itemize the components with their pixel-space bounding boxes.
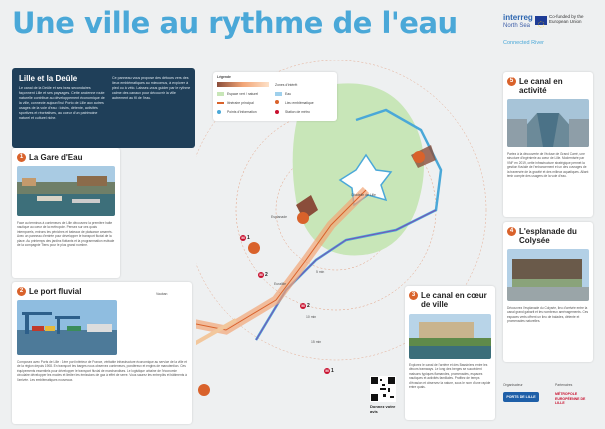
metro-icon: M bbox=[325, 368, 329, 373]
distance-label: 10 min bbox=[306, 315, 317, 319]
metro-station: M 2 bbox=[301, 303, 310, 309]
eu-cofunded-text: Co-funded by the European Union bbox=[549, 14, 584, 24]
legend-item: Itinéraire principal bbox=[227, 101, 254, 105]
colysee-photo bbox=[507, 249, 589, 301]
place-number-badge: 3 bbox=[409, 291, 418, 300]
page-title: Une ville au rythme de l'eau bbox=[12, 6, 458, 40]
map-legend bbox=[213, 72, 337, 121]
place-number-badge: 4 bbox=[507, 227, 516, 236]
intro-heading: Lille et la Deûle bbox=[19, 74, 78, 83]
place-title: La Gare d'Eau bbox=[29, 153, 83, 162]
place-title: Le canal en activité bbox=[519, 77, 563, 95]
place-text: Découvrez l'esplanade du Colysée, lieu d'arrivée entre la canal grand gabarit et les nombreux aménagements. Ces espaces verts offrent un lieu de balades, détente et promenades naturelles. bbox=[507, 306, 589, 324]
place-card-2 bbox=[12, 282, 192, 424]
place-text: Face au terminus à conteneurs de Lille découvrez la première halte nautique au cœur de la métropole. Pensez sur ces quais intemporels, entrons les péniches et bateaux de plaisance amarrés. Avec un panneau d'entrée pour développer le transport fluvial de la place. Au printemps des jardins flottants et la programmation estivale de la compagnie Tiens pour le plus grand nombre. bbox=[17, 221, 115, 248]
legend-item: Eau bbox=[285, 92, 292, 96]
place-card-4 bbox=[503, 222, 593, 362]
canal-activite-photo bbox=[507, 99, 589, 147]
place-text: Explorez le canal de l'arrière et des Bassiniers entre les décors tramways. Le long des berges se succèdent maisons typiques flamandes, promenades, espaces nautiques et activités familiales. Profitez de temps d'évasion et observez la nature, sous le nom d'une rapide entre quais. bbox=[409, 363, 491, 390]
interreg-label: interreg bbox=[503, 13, 533, 22]
metro-icon: M bbox=[241, 235, 245, 240]
intro-text-2: Ce panneau vous propose des détours vers des lieux emblématiques au miecomus, à explorer à pied ou à vélo. Laissez-vous guider par le rythme calme des canaux pour découvrir la ville autrement au fil de l'eau. bbox=[112, 76, 191, 100]
metro-station: M 1 bbox=[241, 235, 250, 241]
legend-title: Légende bbox=[217, 75, 231, 79]
legend-swatch bbox=[217, 92, 224, 96]
distance-label: 15 min bbox=[311, 340, 322, 344]
place-text: Partez à la découverte de l'écluse de Grand Carré, une structure d'ingénierie au cœur de Lille. Modernisée par VNF en 2019, cette infrastructure stratégique permet la gestion fluviale de l'enhancement et un des ouvrages de la traversée de la gravité et des milieux aquatiques. Allant tenir compte des usagers de la voie d'eau. bbox=[507, 152, 589, 179]
port-fluvial-photo bbox=[17, 300, 117, 355]
qr-code[interactable] bbox=[370, 376, 396, 402]
legend-swatch bbox=[217, 102, 224, 104]
gare-deau-photo bbox=[17, 166, 115, 216]
citadelle-label: Citadelle de Lille bbox=[351, 193, 376, 197]
intro-panel bbox=[12, 68, 195, 148]
place-card-1 bbox=[12, 148, 120, 278]
place-number-badge: 5 bbox=[507, 77, 516, 86]
legend-item: Lieu emblématique bbox=[285, 101, 314, 105]
place-text: Composez avec Ports de Lille : 1ère port intérieur de France, véritable infrastructure économique au service de la ville et de la région depuis 1908. En transport les barges nous observez conteneurs, pondéreux et engins de manutention. Ces équipements essentiels pour développer le transport fluvial de marchandises. Le logistique urbaine de l'économie circulaire développer les modes et limiter les émissions de gaz à effet de serre. Vous saurez les entrepôts et bâtiments à l'arrivée. Les emblématiques nouveaux. bbox=[17, 360, 187, 382]
organizer-label: Organisateur bbox=[503, 383, 523, 387]
interreg-logo bbox=[503, 14, 533, 30]
intro-text-1: Le canal de la Deûle et ses bras secondaires façonnent Lille et ses paysages. Cette ancienne route naturelle contribue au développement économique de la ville, connecte aujourd'hui Porto de Lille aux autres usages de la voie d'eau : loisirs, détente, activités sportives et récréatives, au coeur d'un patrimoine naturel et culturel riche. bbox=[19, 86, 105, 120]
connected-river-label: Connected River bbox=[503, 40, 544, 46]
legend-item: Zones d'intérêt bbox=[275, 83, 298, 87]
legend-item: Points d'information bbox=[227, 110, 257, 114]
canal-coeur-photo bbox=[409, 314, 491, 359]
metro-icon: M bbox=[301, 303, 305, 308]
place-number-badge: 2 bbox=[17, 287, 26, 296]
place-label: Euralille bbox=[274, 282, 287, 286]
metro-icon: M bbox=[259, 272, 263, 277]
place-title: Le canal en cœur de ville bbox=[421, 291, 487, 309]
place-card-5 bbox=[503, 72, 593, 217]
legend-swatch bbox=[275, 100, 279, 104]
mel-logo: MÉTROPOLE EUROPÉENNE DE LILLE bbox=[555, 392, 586, 405]
legend-swatch bbox=[217, 110, 221, 114]
legend-item: Station de métro bbox=[285, 110, 310, 114]
qr-label: Donnez votre avis bbox=[370, 404, 396, 414]
eu-flag-icon bbox=[535, 16, 547, 25]
ports-lille-logo: PORTS DE LILLE bbox=[503, 392, 539, 402]
place-label: Esplanade bbox=[271, 215, 288, 219]
legend-swatch bbox=[275, 110, 279, 114]
place-title: L'esplanade du Colysée bbox=[519, 227, 577, 245]
legend-swatch bbox=[275, 92, 282, 96]
metro-station: M 1 bbox=[325, 368, 334, 374]
distance-label: 5 min bbox=[316, 270, 325, 274]
metro-station: M 2 bbox=[259, 272, 268, 278]
legend-item: Espace vert / naturel bbox=[227, 92, 259, 96]
legend-swatch bbox=[217, 82, 269, 87]
place-label: Vauban bbox=[156, 292, 168, 296]
place-card-3 bbox=[405, 286, 495, 420]
place-number-badge: 1 bbox=[17, 153, 26, 162]
partners-label: Partenaires bbox=[555, 383, 573, 387]
north-sea-label: North Sea bbox=[503, 23, 531, 29]
place-title: Le port fluvial bbox=[29, 287, 82, 296]
